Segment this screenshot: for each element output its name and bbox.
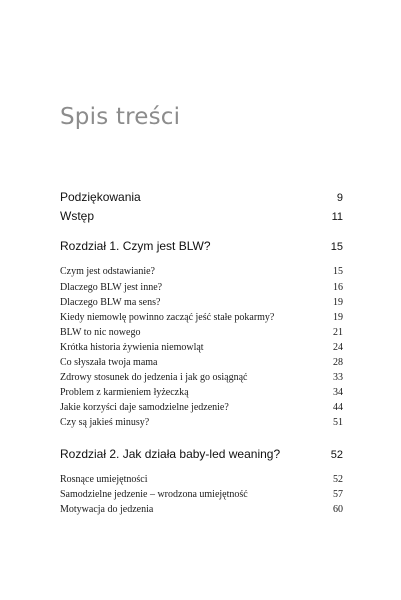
toc-entry-label: Kiedy niemowlę powinno zacząć jeść stałe pokarmy? — [60, 312, 275, 323]
toc-entry-page: 60 — [333, 504, 343, 515]
toc-entry-page: 16 — [333, 282, 343, 293]
toc-entry-label: BLW to nic nowego — [60, 327, 141, 338]
toc-entry-page: 52 — [333, 474, 343, 485]
toc-entry — [60, 282, 343, 293]
toc-entry-page: 33 — [333, 372, 343, 383]
toc-entry-label: Zdrowy stosunek do jedzenia i jak go osiągnąć — [60, 372, 248, 383]
toc-entry-page: 28 — [333, 357, 343, 368]
toc-chapter-page: 52 — [330, 449, 343, 461]
toc-chapter-label: Rozdział 1. Czym jest BLW? — [60, 239, 211, 253]
toc-entry-label: Rosnące umiejętności — [60, 474, 148, 485]
toc-entry-page: 57 — [333, 489, 343, 500]
toc-entry-label: Co słyszała twoja mama — [60, 357, 158, 368]
toc-entry-page: 44 — [333, 402, 343, 413]
page-title: Spis treści — [60, 104, 181, 130]
toc-entry-label: Dlaczego BLW jest inne? — [60, 282, 163, 293]
toc-entry-page: 19 — [333, 312, 343, 323]
toc-entry — [60, 297, 343, 308]
toc-entry — [60, 504, 343, 515]
toc-entry — [60, 489, 343, 500]
toc-entry-page: 21 — [333, 327, 343, 338]
toc-chapter-2-heading — [60, 447, 343, 461]
toc-entry-page: 11 — [331, 211, 343, 223]
toc-entry — [60, 312, 343, 323]
toc-entry — [60, 372, 343, 383]
toc-entry-page: 34 — [333, 387, 343, 398]
toc-entry-label: Samodzielne jedzenie – wrodzona umiejętność — [60, 489, 248, 500]
toc-entry-label: Podziękowania — [60, 190, 141, 204]
toc-entry-page: 19 — [333, 297, 343, 308]
toc-entry — [60, 342, 343, 353]
toc-entry-page: 24 — [333, 342, 343, 353]
toc-entry-label: Czy są jakieś minusy? — [60, 417, 150, 428]
toc-entry-label: Motywacja do jedzenia — [60, 504, 154, 515]
toc-chapter-1-heading — [60, 239, 343, 253]
toc-entry-page: 15 — [333, 266, 343, 277]
toc-entry — [60, 474, 343, 485]
toc-entry — [60, 417, 343, 428]
toc-entry — [60, 387, 343, 398]
toc-chapter-label: Rozdział 2. Jak działa baby-led weaning? — [60, 447, 281, 461]
toc-entry-label: Jakie korzyści daje samodzielne jedzenie? — [60, 402, 229, 413]
toc-entry-page: 51 — [333, 417, 343, 428]
toc-entry — [60, 357, 343, 368]
toc-chapter-page: 15 — [330, 241, 343, 253]
toc-entry-label: Dlaczego BLW ma sens? — [60, 297, 161, 308]
toc-front-matter-introduction — [60, 209, 343, 223]
toc-entry — [60, 327, 343, 338]
toc-entry — [60, 266, 343, 277]
toc-front-matter-acknowledgements — [60, 190, 343, 204]
toc-entry-label: Problem z karmieniem łyżeczką — [60, 387, 189, 398]
toc-entry-page: 9 — [336, 192, 343, 204]
toc-entry-label: Krótka historia żywienia niemowląt — [60, 342, 204, 353]
toc-entry-label: Czym jest odstawianie? — [60, 266, 155, 277]
toc-entry — [60, 402, 343, 413]
toc-entry-label: Wstęp — [60, 209, 95, 223]
